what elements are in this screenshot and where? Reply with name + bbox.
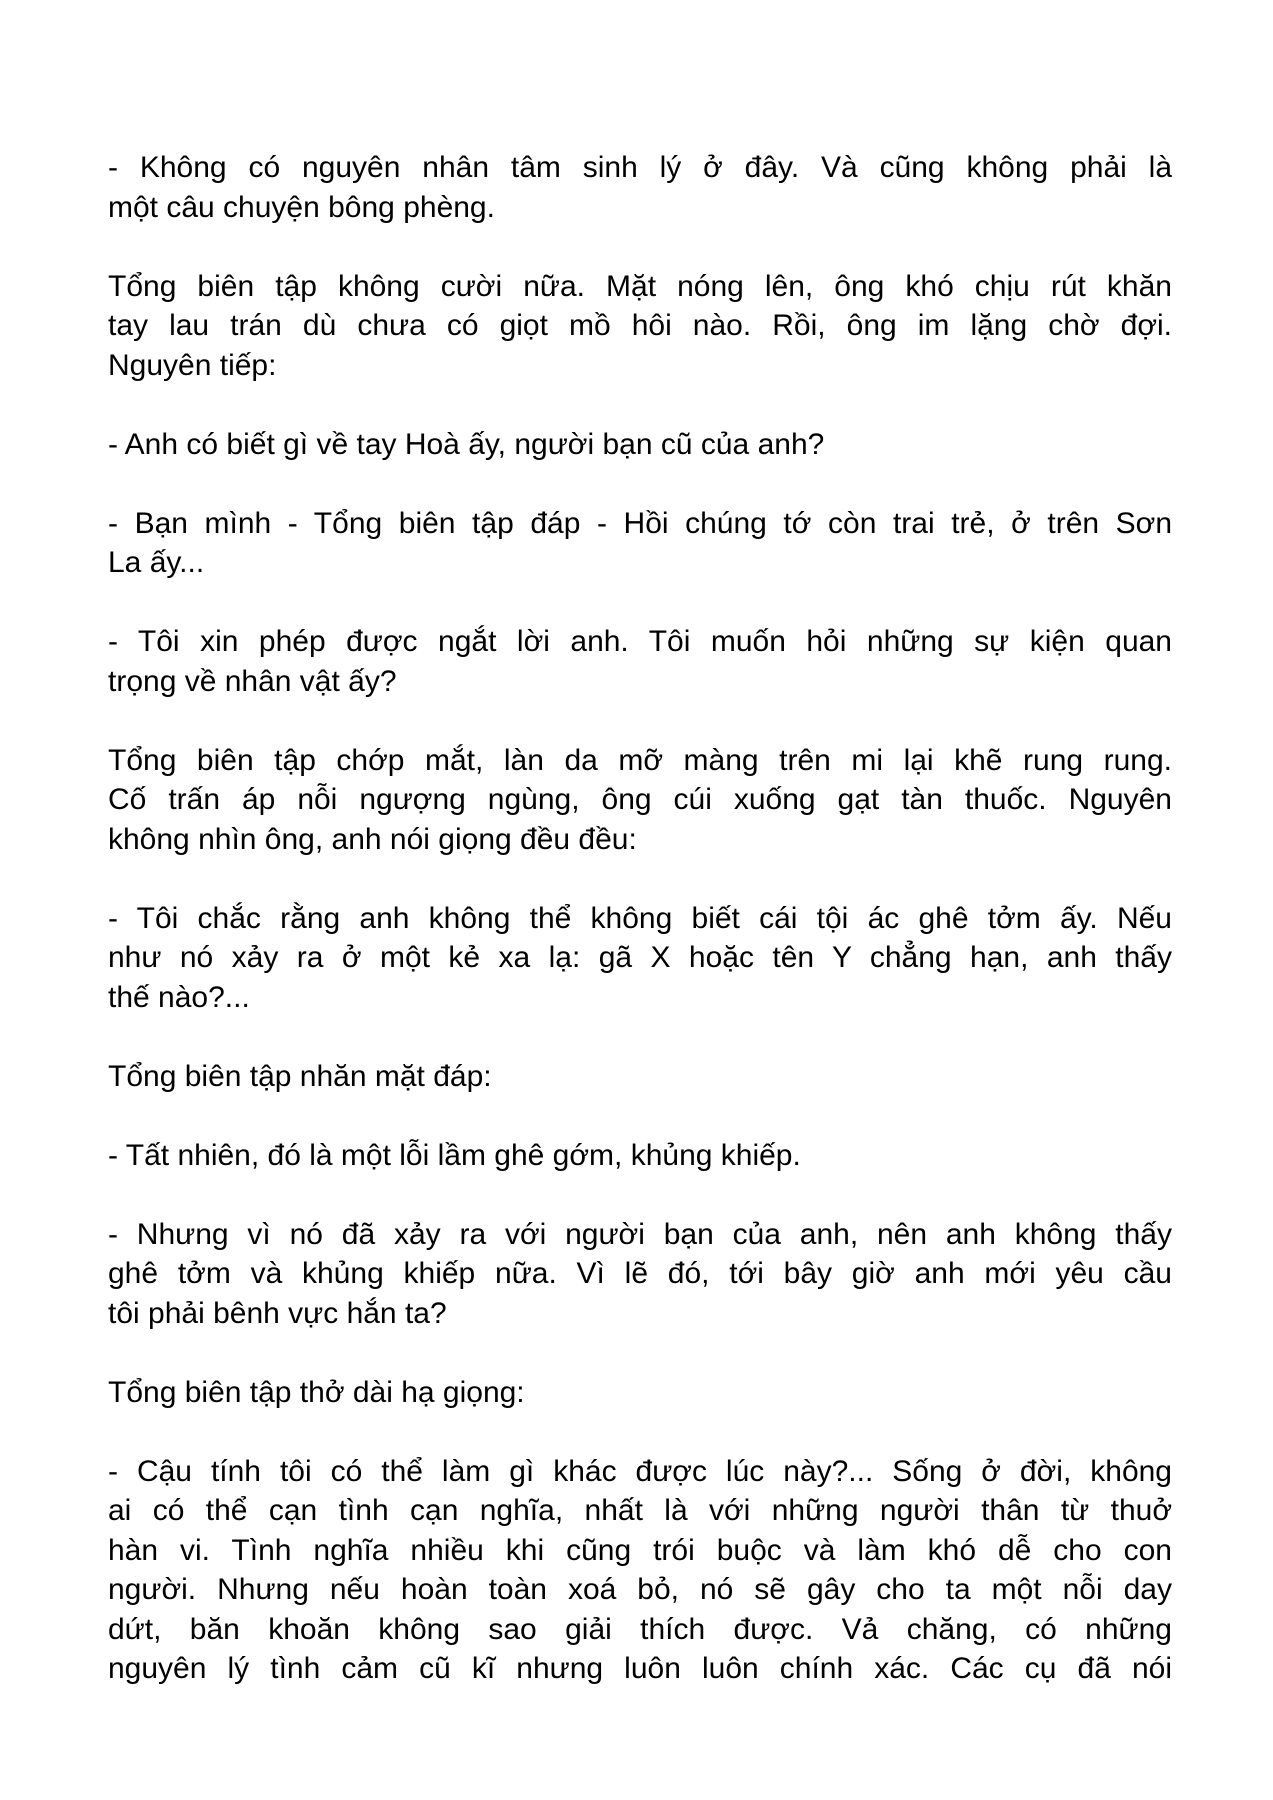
text-line: thế nào?... xyxy=(108,980,250,1014)
paragraph xyxy=(108,741,1172,860)
text-line: - Nhưng vì nó đã xảy ra với người bạn của anh, nên anh không thấy xyxy=(108,1217,1172,1251)
paragraph xyxy=(108,622,1172,701)
text-line: Tổng biên tập không cười nữa. Mặt nóng lên, ông khó chịu rút khăn xyxy=(108,269,1172,303)
text-line: nguyên lý tình cảm cũ kĩ nhưng luôn luôn chính xác. Các cụ đã nói xyxy=(108,1652,1172,1685)
paragraph xyxy=(108,425,1172,465)
text-line: Cố trấn áp nỗi ngượng ngùng, ông cúi xuống gạt tàn thuốc. Nguyên xyxy=(108,783,1172,816)
text-line: La ấy... xyxy=(108,546,205,579)
text-line: ghê tởm và khủng khiếp nữa. Vì lẽ đó, tới bây giờ anh mới yêu cầu xyxy=(108,1257,1172,1290)
paragraph xyxy=(108,1373,1172,1413)
text-line: - Tôi xin phép được ngắt lời anh. Tôi muốn hỏi những sự kiện quan xyxy=(108,625,1172,658)
text-line: Nguyên tiếp: xyxy=(108,348,277,382)
text-line: - Anh có biết gì về tay Hoà ấy, người bạn cũ của anh? xyxy=(108,427,825,461)
text-line: như nó xảy ra ở một kẻ xa lạ: gã X hoặc tên Y chẳng hạn, anh thấy xyxy=(108,941,1172,974)
text-line: dứt, băn khoăn không sao giải thích được. Vả chăng, có những xyxy=(108,1612,1172,1646)
text-line: người. Nhưng nếu hoàn toàn xoá bỏ, nó sẽ gây cho ta một nỗi day xyxy=(108,1573,1172,1606)
text-line: ai có thể cạn tình cạn nghĩa, nhất là với những người thân từ thuở xyxy=(108,1494,1172,1527)
text-line: Tổng biên tập nhăn mặt đáp: xyxy=(108,1059,492,1093)
text-line: tay lau trán dù chưa có giọt mồ hôi nào. Rồi, ông im lặng chờ đợi. xyxy=(108,309,1172,342)
text-line: - Tất nhiên, đó là một lỗi lầm ghê gớm, khủng khiếp. xyxy=(108,1138,801,1172)
paragraph xyxy=(108,504,1172,583)
text-line: - Tôi chắc rằng anh không thể không biết cái tội ác ghê tởm ấy. Nếu xyxy=(108,901,1172,935)
text-line: - Bạn mình - Tổng biên tập đáp - Hồi chúng tớ còn trai trẻ, ở trên Sơn xyxy=(108,506,1172,540)
text-line: không nhìn ông, anh nói giọng đều đều: xyxy=(108,822,637,856)
text-line: - Cậu tính tôi có thể làm gì khác được lúc này?... Sống ở đời, không xyxy=(108,1454,1172,1488)
paragraph xyxy=(108,1136,1172,1176)
text-line: hàn vi. Tình nghĩa nhiều khi cũng trói buộc và làm khó dễ cho con xyxy=(108,1533,1172,1567)
text-line: một câu chuyện bông phèng. xyxy=(108,190,495,224)
text-line: Tổng biên tập thở dài hạ giọng: xyxy=(108,1375,525,1409)
paragraph xyxy=(108,148,1172,227)
paragraph xyxy=(108,899,1172,1018)
paragraph xyxy=(108,1057,1172,1097)
text-line: Tổng biên tập chớp mắt, làn da mỡ màng trên mi lại khẽ rung rung. xyxy=(108,743,1172,777)
document-page xyxy=(108,148,1172,1728)
paragraph xyxy=(108,1215,1172,1334)
text-line: tôi phải bênh vực hắn ta? xyxy=(108,1296,447,1330)
text-line: - Không có nguyên nhân tâm sinh lý ở đây. Và cũng không phải là xyxy=(108,151,1172,184)
text-line: trọng về nhân vật ấy? xyxy=(108,664,397,698)
paragraph xyxy=(108,1452,1172,1689)
paragraph xyxy=(108,267,1172,386)
